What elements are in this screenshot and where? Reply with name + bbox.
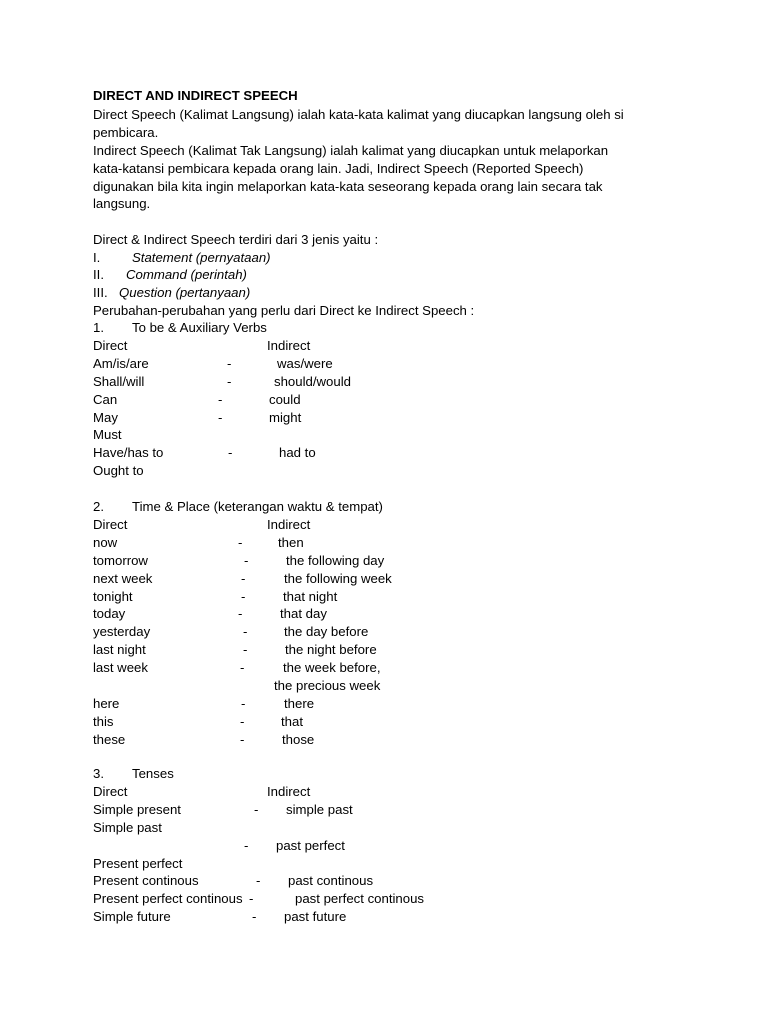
arrow-dash: - [228,445,233,461]
direct-term: tonight [93,588,133,604]
arrow-dash: - [241,588,246,604]
indirect-term: had to [279,445,316,461]
type-label: Command (perintah) [126,267,247,282]
indirect-term: the day before [284,624,369,640]
arrow-dash: - [254,801,259,817]
indirect-term: there [284,695,315,711]
indirect-term: that [281,713,303,729]
direct-term: Shall/will [93,373,145,389]
direct-term: next week [93,570,153,586]
arrow-dash: - [241,570,246,586]
intro-line: digunakan bila kita ingin melaporkan kata-kata seseorang kepada orang lain secara tak [93,179,603,194]
direct-term: now [93,534,118,550]
direct-term: Present continous [93,873,199,889]
arrow-dash: - [218,409,223,425]
direct-term: yesterday [93,624,151,640]
arrow-dash: - [240,660,245,676]
indirect-term: the following day [286,552,385,568]
changes-heading: Perubahan-perubahan yang perlu dari Direct ke Indirect Speech : [93,303,475,318]
arrow-dash: - [227,355,232,371]
indirect-term: simple past [286,801,353,817]
direct-term: tomorrow [93,552,148,568]
type-number: III. [93,285,108,300]
direct-term: last night [93,642,146,658]
document-title: DIRECT AND INDIRECT SPEECH [93,88,298,103]
direct-term: Present perfect continous [93,891,243,907]
indirect-term: the week before, [283,660,381,676]
direct-term: Simple present [93,801,181,817]
arrow-dash: - [243,624,248,640]
type-label: Statement (pernyataan) [132,250,271,265]
indirect-term: that night [283,588,338,604]
arrow-dash: - [243,642,248,658]
column-header-direct: Direct [93,516,128,532]
column-header-indirect: Indirect [267,337,311,353]
type-number: II. [93,267,104,282]
direct-term: this [93,713,114,729]
section-number: 2. [93,499,104,514]
indirect-term: the following week [284,570,392,586]
arrow-dash: - [227,373,232,389]
column-header-direct: Direct [93,783,128,799]
indirect-term: past perfect [276,837,345,853]
indirect-term: past future [284,909,347,925]
direct-term: Have/has to [93,445,164,461]
type-number: I. [93,250,101,265]
arrow-dash: - [238,534,243,550]
direct-term: Present perfect [93,855,183,871]
intro-line: Direct Speech (Kalimat Langsung) ialah kata-kata kalimat yang diucapkan langsung oleh si [93,107,624,122]
direct-term: today [93,606,126,622]
section-title: Tenses [132,766,174,781]
arrow-dash: - [241,695,246,711]
direct-term: these [93,731,126,747]
arrow-dash: - [249,891,254,907]
intro-line: Indirect Speech (Kalimat Tak Langsung) ialah kalimat yang diucapkan untuk melaporkan [93,143,609,158]
arrow-dash: - [218,391,223,407]
indirect-term: the night before [285,642,377,658]
section-number: 3. [93,766,104,781]
column-header-indirect: Indirect [267,516,311,532]
indirect-term: might [269,409,302,425]
direct-term: May [93,409,118,425]
direct-term: here [93,695,120,711]
direct-term: Am/is/are [93,355,149,371]
arrow-dash: - [240,731,245,747]
indirect-term: could [269,391,301,407]
direct-term: Ought to [93,463,144,479]
section-title: To be & Auxiliary Verbs [132,320,267,335]
intro-line: pembicara. [93,125,159,140]
section-title: Time & Place (keterangan waktu & tempat) [132,499,383,514]
section-number: 1. [93,320,104,335]
column-header-indirect: Indirect [267,783,311,799]
direct-term: Simple past [93,819,162,835]
type-label: Question (pertanyaan) [119,285,251,300]
direct-term: Must [93,427,122,443]
arrow-dash: - [244,552,249,568]
arrow-dash: - [238,606,243,622]
indirect-term: past continous [288,873,374,889]
column-header-direct: Direct [93,337,128,353]
indirect-term: then [278,534,304,550]
arrow-dash: - [240,713,245,729]
intro-line: kata-katansi pembicara kepada orang lain. Jadi, Indirect Speech (Reported Speech) [93,161,584,176]
direct-term: last week [93,660,148,676]
arrow-dash: - [244,837,249,853]
indirect-term: was/were [277,355,333,371]
direct-term: Can [93,391,118,407]
arrow-dash: - [252,909,257,925]
indirect-term: past perfect continous [295,891,425,907]
types-heading: Direct & Indirect Speech terdiri dari 3 jenis yaitu : [93,232,379,247]
arrow-dash: - [256,873,261,889]
intro-line: langsung. [93,196,151,211]
indirect-term: those [282,731,315,747]
indirect-term: should/would [274,373,351,389]
indirect-term: the precious week [274,678,381,693]
indirect-term: that day [280,606,327,622]
direct-term: Simple future [93,909,171,925]
